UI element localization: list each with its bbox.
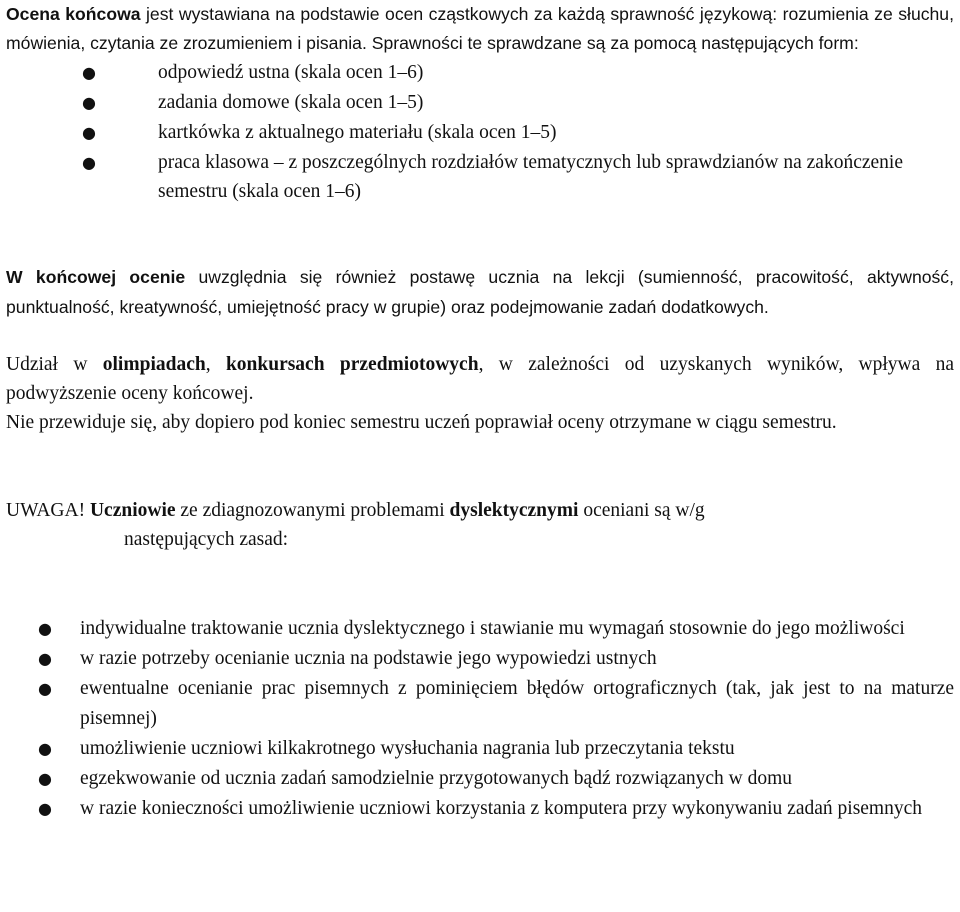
list-item: ● odpowiedź ustna (skala ocen 1–6) bbox=[6, 58, 954, 88]
no-correction-paragraph: Nie przewiduje się, aby dopiero pod koniec semestru uczeń poprawiał oceny otrzymane w ciągu semestru. bbox=[6, 412, 837, 433]
bullet-icon: ● bbox=[82, 63, 96, 82]
list-item: ● indywidualne traktowanie ucznia dyslektycznego i stawianie mu wymagań stosownie do jego możliwości bbox=[6, 614, 954, 644]
final-grade-heading: Ocena końcowa bbox=[6, 4, 141, 24]
bullet-icon: ● bbox=[38, 619, 52, 638]
warning-paragraph: UWAGA! Uczniowie ze zdiagnozowanymi problemami dyslektycznymi oceniani są w/g następujących zasad: bbox=[6, 500, 705, 550]
olympiad-paragraph: Udział w olimpiadach, konkursach przedmiotowych, w zależności od uzyskanych wyników, wpływa na podwyższenie oceny końcowej. bbox=[6, 354, 955, 404]
dyslexia-rules-list bbox=[6, 614, 954, 824]
list-item: ● egzekwowanie od ucznia zadań samodzielnie przygotowanych bądź rozwiązanych w domu bbox=[6, 764, 954, 794]
intro-section bbox=[6, 0, 954, 206]
bullet-icon: ● bbox=[82, 93, 96, 112]
list-item: ● ewentualne ocenianie prac pisemnych z pominięciem błędów ortograficznych (tak, jak jest to na maturze pisemnej) bbox=[6, 674, 954, 734]
warning-label: UWAGA! bbox=[6, 500, 86, 521]
final-grade-note-lead: W końcowej ocenie bbox=[6, 267, 186, 287]
list-item: ● kartkówka z aktualnego materiału (skala ocen 1–5) bbox=[6, 118, 954, 148]
final-grade-note: W końcowej ocenie uwzględnia się również postawę ucznia na lekcji (sumienność, pracowitość, aktywność, punktualność, kreatywność, umiejętność pracy w grupie) oraz podejmowanie zadań dodatkowych. bbox=[6, 267, 954, 317]
bullet-icon: ● bbox=[38, 799, 52, 818]
intro-paragraph bbox=[6, 0, 954, 58]
list-item: ● umożliwienie uczniowi kilkakrotnego wysłuchania nagrania lub przeczytania tekstu bbox=[6, 734, 954, 764]
list-item: ● praca klasowa – z poszczególnych rozdziałów tematycznych lub sprawdzianów na zakończenie semestru (skala ocen 1–6) bbox=[6, 148, 954, 206]
bullet-icon: ● bbox=[82, 123, 96, 142]
intro-text: jest wystawiana na podstawie ocen cząstkowych za każdą sprawność językową: rozumienia ze słuchu, mówienia, czytania ze zrozumieniem i pisania. Sprawności te sprawdzane są za pomocą następujących form: bbox=[6, 4, 954, 53]
bullet-icon: ● bbox=[38, 649, 52, 668]
bullet-icon: ● bbox=[38, 739, 52, 758]
bullet-icon: ● bbox=[38, 679, 52, 698]
bullet-icon: ● bbox=[38, 769, 52, 788]
bullet-icon: ● bbox=[82, 153, 96, 172]
list-item: ● w razie konieczności umożliwienie uczniowi korzystania z komputera przy wykonywaniu zadań pisemnych bbox=[6, 794, 954, 824]
list-item: ● w razie potrzeby ocenianie ucznia na podstawie jego wypowiedzi ustnych bbox=[6, 644, 954, 674]
list-item: ● zadania domowe (skala ocen 1–5) bbox=[6, 88, 954, 118]
assessment-forms-list bbox=[6, 58, 954, 206]
